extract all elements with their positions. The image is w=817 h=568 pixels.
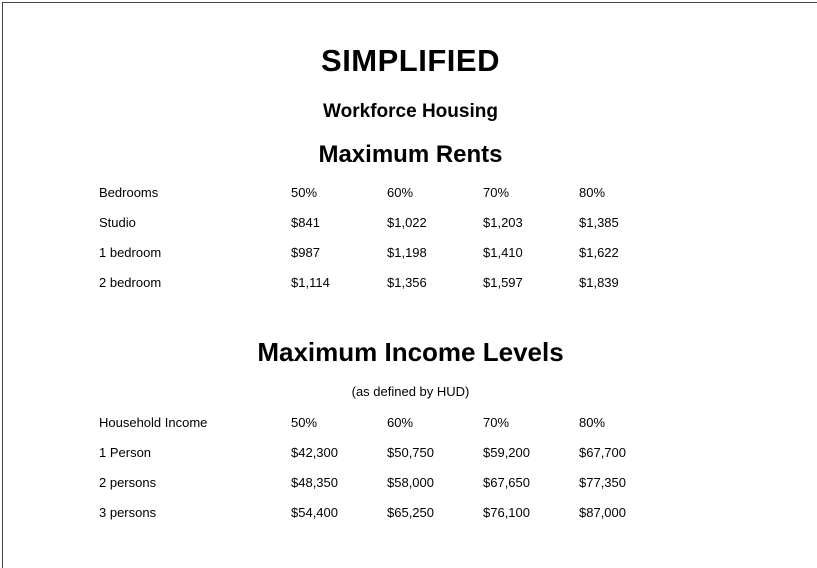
table-cell: $1,114 bbox=[291, 275, 330, 290]
table-cell: $76,100 bbox=[483, 505, 530, 520]
rents-header-row bbox=[99, 178, 699, 208]
table-cell: $65,250 bbox=[387, 505, 434, 520]
row-label: 2 persons bbox=[99, 475, 157, 490]
income-header-row bbox=[99, 408, 699, 438]
table-cell: $1,410 bbox=[483, 245, 523, 260]
table-row bbox=[99, 208, 699, 238]
table-cell: $58,000 bbox=[387, 475, 434, 490]
table-row bbox=[99, 438, 699, 468]
table-cell: $1,203 bbox=[483, 215, 523, 230]
rents-heading: Maximum Rents bbox=[318, 141, 503, 168]
row-label: Studio bbox=[99, 215, 136, 230]
income-heading: Maximum Income Levels bbox=[257, 337, 564, 367]
income-note: (as defined by HUD) bbox=[351, 384, 470, 399]
income-header-70: 70% bbox=[483, 415, 510, 430]
income-header-60: 60% bbox=[387, 415, 414, 430]
table-cell: $1,198 bbox=[387, 245, 427, 260]
table-cell: $987 bbox=[291, 245, 320, 260]
table-cell: $841 bbox=[291, 215, 320, 230]
table-cell: $50,750 bbox=[387, 445, 434, 460]
rents-header-60: 60% bbox=[387, 185, 414, 200]
table-row bbox=[99, 468, 699, 498]
table-cell: $67,700 bbox=[579, 445, 626, 460]
row-label: 1 Person bbox=[99, 445, 152, 460]
table-cell: $1,622 bbox=[579, 245, 619, 260]
table-cell: $1,022 bbox=[387, 215, 427, 230]
table-row bbox=[99, 238, 699, 268]
rents-table bbox=[99, 178, 699, 298]
table-row bbox=[99, 498, 699, 528]
table-cell: $77,350 bbox=[579, 475, 626, 490]
rents-header-50: 50% bbox=[291, 185, 318, 200]
rents-header-70: 70% bbox=[483, 185, 510, 200]
table-cell: $1,356 bbox=[387, 275, 427, 290]
row-label: 2 bedroom bbox=[99, 275, 162, 290]
rents-header-bedrooms: Bedrooms bbox=[99, 185, 159, 200]
table-cell: $87,000 bbox=[579, 505, 626, 520]
table-cell: $1,385 bbox=[579, 215, 619, 230]
row-label: 3 persons bbox=[99, 505, 157, 520]
row-label: 1 bedroom bbox=[99, 245, 162, 260]
income-table bbox=[99, 408, 699, 528]
income-header-50: 50% bbox=[291, 415, 318, 430]
document-subtitle: Workforce Housing bbox=[323, 101, 498, 122]
table-cell: $48,350 bbox=[291, 475, 338, 490]
table-cell: $1,839 bbox=[579, 275, 619, 290]
table-cell: $59,200 bbox=[483, 445, 530, 460]
table-cell: $67,650 bbox=[483, 475, 530, 490]
document-page bbox=[2, 2, 817, 568]
rents-header-80: 80% bbox=[579, 185, 606, 200]
table-cell: $42,300 bbox=[291, 445, 338, 460]
table-cell: $1,597 bbox=[483, 275, 523, 290]
income-header-household: Household Income bbox=[99, 415, 208, 430]
table-cell: $54,400 bbox=[291, 505, 338, 520]
table-row bbox=[99, 268, 699, 298]
income-header-80: 80% bbox=[579, 415, 606, 430]
document-title: SIMPLIFIED bbox=[321, 43, 500, 78]
